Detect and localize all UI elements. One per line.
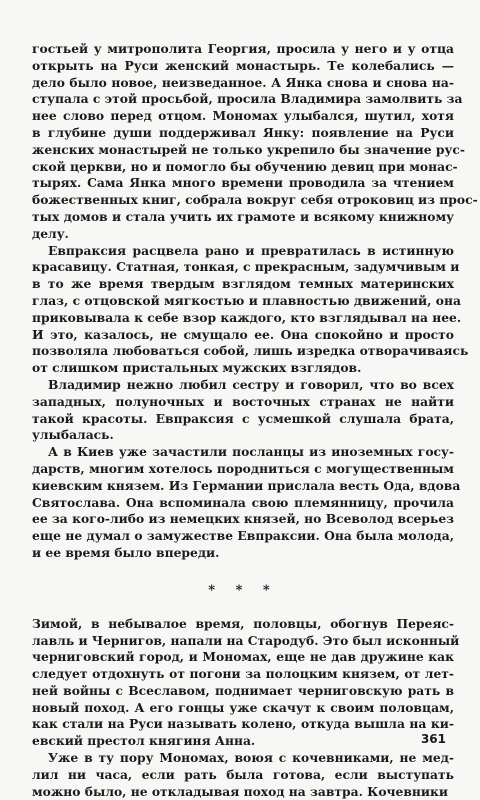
text-line: евский престол княгиня Анна. — [32, 733, 256, 749]
text-line: женских монастырей не только укрепило бы значение рус- — [32, 141, 465, 157]
text-line: Святослава. Она вспоминала свою племянницу, прочила — [32, 494, 454, 510]
text-line: И это, казалось, не смущало ее. Она спокойно и просто — [32, 326, 454, 342]
text-line: лавль и Чернигов, напали на Стародуб. Это был исконный — [32, 632, 460, 648]
text-line: лил ни часа, если рать была готова, если выступать — [32, 766, 454, 782]
text-line: Зимой, в небывалое время, половцы, обогнув Переяс- — [32, 615, 454, 631]
text-line: дарств, многим хотелось породниться с могущественным — [32, 460, 454, 476]
text-line: Евпраксия расцвела рано и превратилась в истинную — [48, 242, 454, 258]
text-line: Владимир нежно любил сестру и говорил, что во всех — [48, 376, 454, 392]
paragraph — [32, 41, 478, 243]
page-number: 361 — [420, 732, 446, 746]
text-line: красавицу. Статная, тонкая, с прекрасным, задумчивым и — [32, 259, 460, 275]
text-line: в то же время твердым взглядом темных материнских — [32, 276, 454, 292]
text-line: гостьей у митрополита Георгия, просила у него и у отца — [32, 41, 454, 56]
text-line: черниговский город, и Мономах, еще не дав дружине как — [32, 649, 454, 665]
text-body-top — [32, 41, 478, 562]
text-line: западных, полуночных и восточных странах не найти — [32, 393, 454, 409]
text-line: делу. — [32, 225, 69, 241]
text-line: и ее время было впереди. — [32, 544, 220, 560]
paragraph — [32, 750, 454, 800]
text-line: как стали на Руси называть колено, откуда вышла на ки- — [32, 716, 454, 732]
text-line: глаз, с отцовской мягкостью и плавностью движений, она — [32, 292, 461, 308]
text-line: от слишком пристальных мужских взглядов. — [32, 360, 362, 376]
text-line: тырях. Сама Янка много времени проводила за чтением — [32, 175, 454, 191]
text-line: такой красоты. Евпраксия с усмешкой слушала брата, — [32, 410, 454, 426]
text-line: открыть на Руси женский монастырь. Те колебались — — [32, 57, 454, 73]
text-line: киевским князем. Из Германии прислала весть Ода, вдова — [32, 477, 461, 493]
section-separator: * * * — [208, 582, 278, 598]
text-line: ее за кого-либо из немецких князей, но Всеволод всерьез — [32, 511, 454, 527]
text-body-bottom — [32, 615, 460, 800]
paragraph — [32, 615, 460, 750]
text-line: новый поход. А его гонцы уже скачут к своим половцам, — [32, 699, 454, 715]
text-line: в глубине души поддерживал Янку: появление на Руси — [32, 124, 454, 140]
text-line: Уже в ту пору Мономах, воюя с кочевниками, не мед- — [48, 750, 454, 766]
text-line: следует отдохнуть от погони за полоцким князем, от лет- — [32, 666, 454, 682]
text-line: тых домов и стала учить их грамоте и всякому книжному — [32, 208, 454, 224]
paragraph — [32, 242, 469, 377]
paragraph — [32, 444, 461, 562]
text-line: ней войны с Всеславом, поднимает черниговскую рать в — [32, 682, 454, 698]
text-line: еще не думал о замужестве Евпраксии. Она была молода, — [32, 528, 454, 544]
text-line: приковывала к себе взор каждого, кто взглядывал на нее. — [32, 309, 462, 325]
text-line: ступала с этой просьбой, просила Владимира замолвить за — [32, 91, 463, 107]
text-line: позволяла любоваться собой, лишь изредка отворачиваясь — [32, 343, 469, 359]
text-line: можно было, не откладывая поход на завтра. Кочевники — [32, 783, 449, 799]
paragraph — [32, 377, 454, 444]
text-line: дело было новое, неизведанное. А Янка снова и снова на- — [32, 74, 454, 90]
text-line: божественных книг, собрала вокруг себя отроковиц из прос- — [32, 192, 478, 208]
text-line: А в Киев уже зачастили посланцы из иноземных госу- — [48, 444, 454, 460]
text-line: нее слово перед отцом. Мономах улыбался, шутил, хотя — [32, 108, 454, 124]
text-line: ской церкви, но и помогло бы обучению девиц при монас- — [32, 158, 458, 174]
text-line: улыбалась. — [32, 427, 114, 443]
